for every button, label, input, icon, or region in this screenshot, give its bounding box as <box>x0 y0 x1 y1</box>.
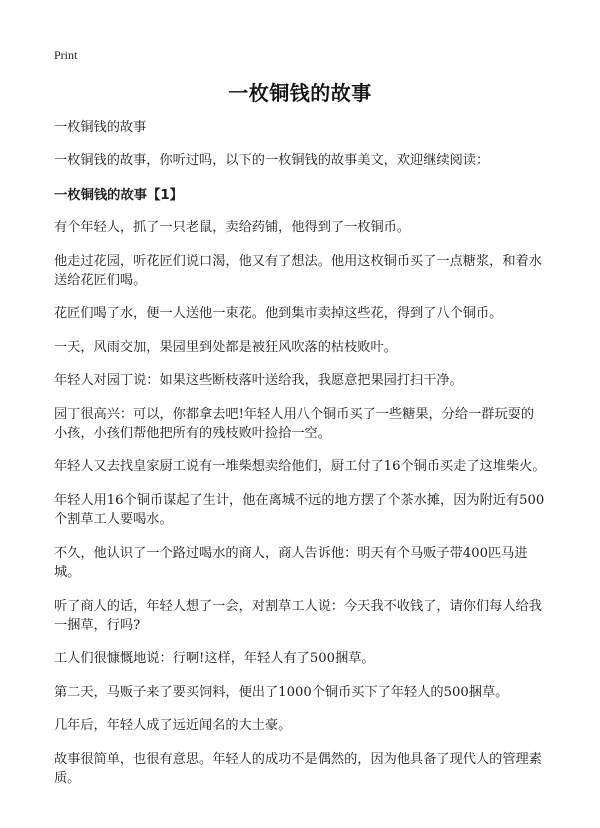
page-title: 一枚铜钱的故事 <box>228 81 372 105</box>
paragraph-6: 园丁很高兴：可以，你都拿去吧!年轻人用八个铜币买了一些糖果，分给一群玩耍的小孩，小孩们帮他把所有的残枝败叶捡拾一空。 <box>54 406 535 442</box>
paragraph-12: 第二天，马贩子来了要买饲料，便出了1000个铜币买下了年轻人的500捆草。 <box>54 684 509 700</box>
paragraph-4: 一天，风雨交加，果园里到处都是被狂风吹落的枯枝败叶。 <box>54 339 397 355</box>
paragraph-14: 故事很简单，也很有意思。年轻人的成功不是偶然的，因为他具备了现代人的管理素质。 <box>54 751 542 786</box>
print-label[interactable]: Print <box>54 48 78 62</box>
section-heading: 一枚铜钱的故事【1】 <box>54 187 183 203</box>
paragraph-11: 工人们很慷慨地说：行啊!这样，年轻人有了500捆草。 <box>54 651 375 667</box>
article-intro: 一枚铜钱的故事，你听过吗，以下的一枚铜钱的故事美文，欢迎继续阅读： <box>54 153 490 169</box>
article-subtitle: 一枚铜钱的故事 <box>54 120 147 135</box>
paragraph-2: 他走过花园，听花匠们说口渴，他又有了想法。他用这枚铜币买了一点糖浆，和着水送给花匠们喝。 <box>54 253 542 289</box>
paragraph-8: 年轻人用16个铜币谋起了生计，他在离城不远的地方摆了个茶水摊，因为附近有500个割草工人要喝水。 <box>54 492 545 528</box>
paragraph-5: 年轻人对园丁说：如果这些断枝落叶送给我，我愿意把果园打扫干净。 <box>54 373 463 389</box>
paragraph-1: 有个年轻人，抓了一只老鼠，卖给药铺，他得到了一枚铜币。 <box>54 220 411 236</box>
paragraph-7: 年轻人又去找皇家厨工说有一堆柴想卖给他们，厨工付了16个铜币买走了这堆柴火。 <box>54 459 546 475</box>
paragraph-9: 不久，他认识了一个路过喝水的商人，商人告诉他：明天有个马贩子带400匹马进城。 <box>54 545 528 581</box>
paragraph-10: 听了商人的话，年轻人想了一会，对割草工人说：今天我不收钱了，请你们每人给我一捆草，行吗? <box>54 598 542 633</box>
paragraph-3: 花匠们喝了水，便一人送他一束花。他到集市卖掉这些花，得到了八个铜币。 <box>54 306 503 322</box>
article-body <box>54 118 546 802</box>
paragraph-13: 几年后，年轻人成了远近闻名的大土豪。 <box>54 718 292 734</box>
